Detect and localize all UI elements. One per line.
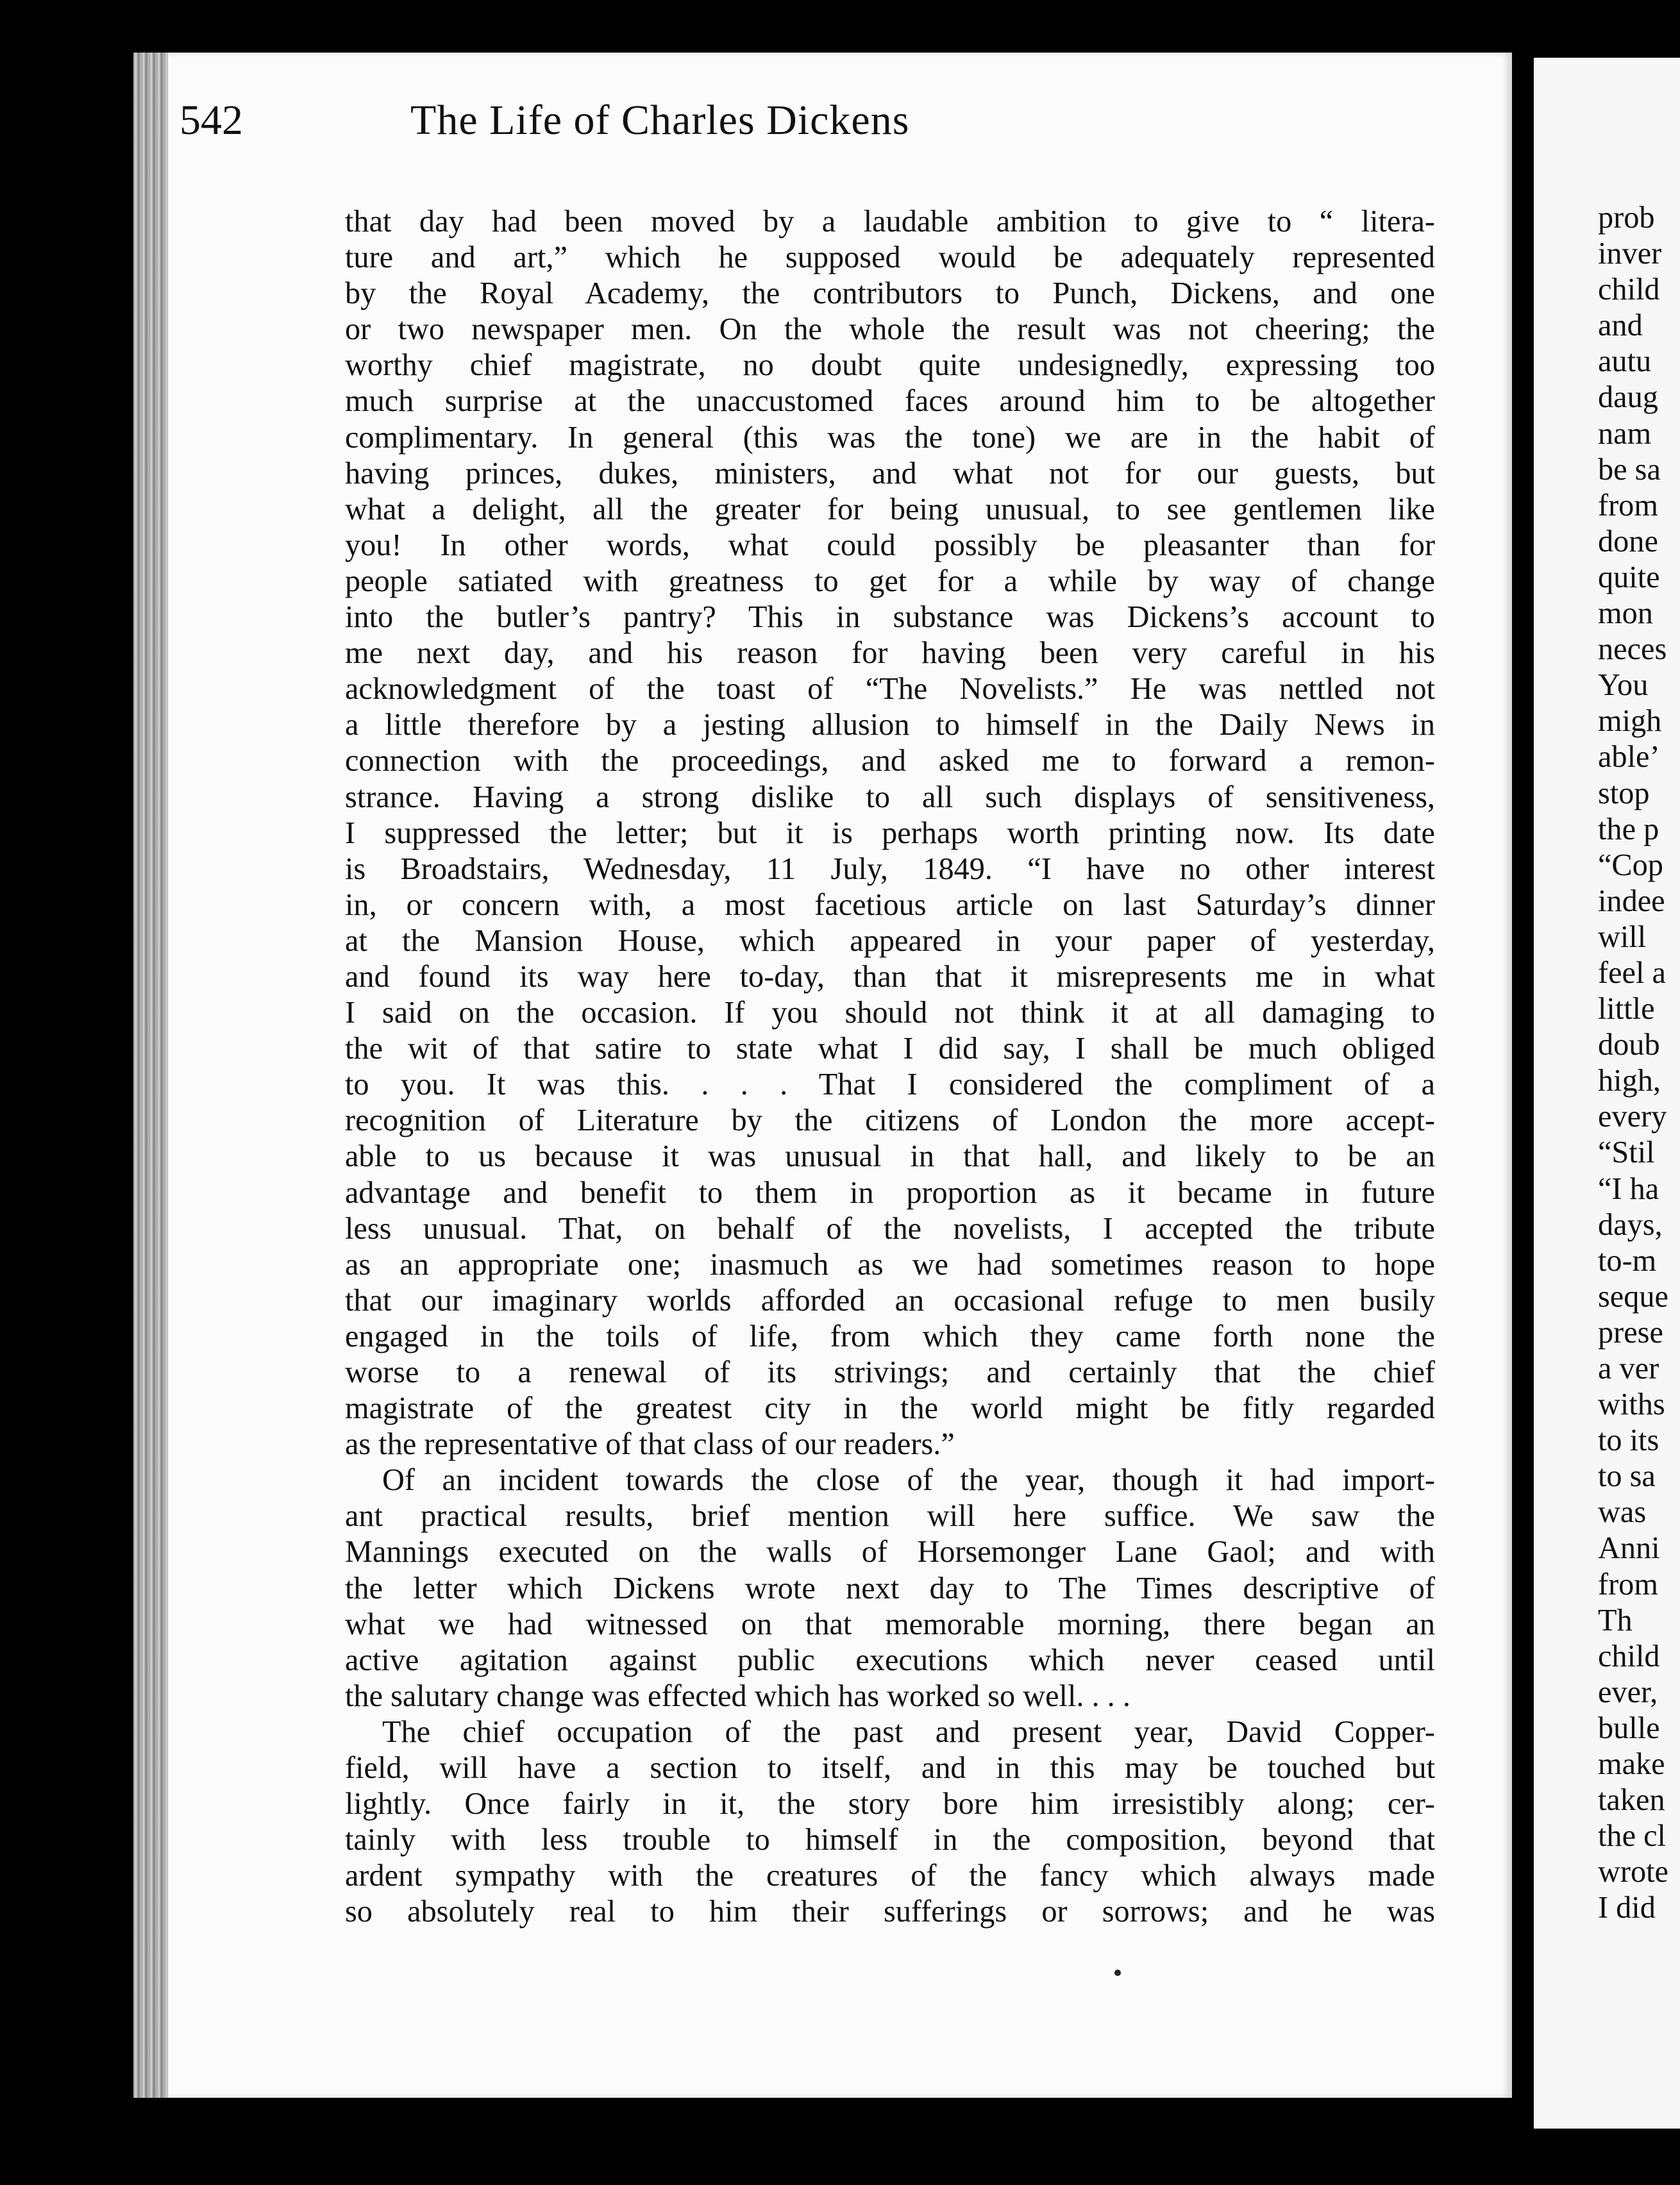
text-line: at the Mansion House, which appeared in your paper of yesterday,	[345, 923, 1435, 958]
text-line: magistrate of the greatest city in the world might be fitly regarded	[345, 1391, 1435, 1426]
text-line: field, will have a section to itself, and in this may be touched but	[345, 1751, 1435, 1786]
facing-text-line: daug	[1598, 380, 1658, 415]
text-line: strance. Having a strong dislike to all such displays of sensitiveness,	[345, 780, 1435, 814]
facing-text-line: bulle	[1598, 1711, 1660, 1745]
text-line: ant practical results, brief mention will here suffice. We saw the	[345, 1499, 1435, 1534]
text-line: worthy chief magistrate, no doubt quite undesignedly, expressing too	[345, 348, 1435, 383]
text-line: by the Royal Academy, the contributors to Punch, Dickens, and one	[345, 276, 1435, 311]
facing-text-line: “I ha	[1598, 1171, 1659, 1206]
facing-text-line: quite	[1598, 560, 1660, 594]
facing-text-line: wrote	[1598, 1855, 1668, 1889]
text-line: having princes, dukes, ministers, and what not for our guests, but	[345, 456, 1435, 490]
text-line: complimentary. In general (this was the tone) we are in the habit of	[345, 420, 1435, 455]
facing-text-line: every	[1598, 1100, 1667, 1134]
facing-text-line: be sa	[1598, 452, 1661, 487]
facing-text-line: migh	[1598, 704, 1662, 739]
facing-text-line: little	[1598, 992, 1655, 1026]
facing-text-line: child	[1598, 272, 1660, 307]
text-line: ardent sympathy with the creatures of the fancy which always made	[345, 1859, 1435, 1893]
facing-text-line: Th	[1598, 1603, 1633, 1637]
text-line: recognition of Literature by the citizens of London the more accept-	[345, 1103, 1435, 1138]
facing-text-line: stop	[1598, 776, 1650, 810]
text-line: as an appropriate one; inasmuch as we had sometimes reason to hope	[345, 1247, 1435, 1282]
text-line: to you. It was this. . . . That I considered the compliment of a	[345, 1067, 1435, 1102]
text-line: that day had been moved by a laudable ambition to give to “ litera-	[345, 205, 1435, 239]
running-head	[180, 96, 1205, 173]
facing-text-line: done	[1598, 524, 1658, 558]
facing-text-line: the cl	[1598, 1819, 1666, 1854]
text-line: so absolutely real to him their sufferings or sorrows; and he was	[345, 1895, 1435, 1929]
text-line: worse to a renewal of its strivings; and certainly that the chief	[345, 1355, 1435, 1389]
text-line: the wit of that satire to state what I did say, I shall be much obliged	[345, 1032, 1435, 1066]
body-text	[345, 204, 1435, 1930]
text-line: advantage and benefit to them in proportion as it became in future	[345, 1175, 1435, 1210]
book-spine-edge	[133, 53, 173, 2098]
text-line: I suppressed the letter; but it is perhaps worth printing now. Its date	[345, 816, 1435, 850]
facing-text-line: autu	[1598, 344, 1652, 379]
facing-text-line: prob	[1598, 201, 1655, 235]
facing-text-line: neces	[1598, 632, 1667, 667]
facing-text-line: “Cop	[1598, 848, 1663, 882]
facing-text-line: will	[1598, 919, 1647, 954]
text-line: lightly. Once fairly in it, the story bore him irresistibly along; cer-	[345, 1787, 1435, 1821]
text-line: active agitation against public executions which never ceased until	[345, 1643, 1435, 1677]
text-line: acknowledgment of the toast of “The Novelists.” He was nettled not	[345, 672, 1435, 707]
text-line: engaged in the toils of life, from which they came forth none the	[345, 1319, 1435, 1353]
facing-text-line: able’	[1598, 740, 1660, 774]
text-line: in, or concern with, a most facetious article on last Saturday’s dinner	[345, 887, 1435, 922]
facing-text-line: seque	[1598, 1279, 1668, 1314]
text-line: tainly with less trouble to himself in the composition, beyond that	[345, 1823, 1435, 1857]
facing-text-line: Anni	[1598, 1531, 1660, 1566]
facing-text-line: the p	[1598, 812, 1659, 846]
facing-text-line: from	[1598, 1567, 1658, 1602]
facing-text-line: to sa	[1598, 1459, 1656, 1494]
facing-text-line: make	[1598, 1747, 1665, 1782]
facing-text-line: withs	[1598, 1387, 1665, 1422]
text-line: into the butler’s pantry? This in substance was Dickens’s account to	[345, 600, 1435, 635]
text-line: I said on the occasion. If you should not think it at all damaging to	[345, 996, 1435, 1030]
text-line: able to us because it was unusual in that hall, and likely to be an	[345, 1139, 1435, 1174]
text-line: Of an incident towards the close of the year, though it had import-	[382, 1463, 1435, 1498]
text-line: is Broadstairs, Wednesday, 11 July, 1849. “I have no other interest	[345, 851, 1435, 886]
facing-text-line: child	[1598, 1639, 1660, 1673]
text-line: Mannings executed on the walls of Horsemonger Lane Gaol; and with	[345, 1535, 1435, 1570]
text-line: connection with the proceedings, and asked me to forward a remon-	[345, 744, 1435, 778]
facing-text-line: and	[1598, 308, 1643, 343]
ink-dot	[1114, 1970, 1121, 1976]
facing-text-line: I did	[1598, 1891, 1656, 1925]
facing-page	[1534, 58, 1680, 2129]
page-number: 542	[180, 97, 243, 144]
text-line: or two newspaper men. On the whole the result was not cheering; the	[345, 312, 1435, 347]
facing-text-line: to-m	[1598, 1243, 1657, 1278]
page-gutter	[1512, 38, 1534, 2141]
facing-text-line: a ver	[1598, 1352, 1659, 1386]
facing-text-line: feel a	[1598, 955, 1666, 990]
text-line: The chief occupation of the past and present year, David Copper-	[382, 1714, 1435, 1749]
text-line: that our imaginary worlds afforded an occasional refuge to men busily	[345, 1283, 1435, 1318]
facing-text-line: from	[1598, 488, 1658, 523]
facing-text-line: doub	[1598, 1028, 1660, 1062]
text-line: less unusual. That, on behalf of the novelists, I accepted the tribute	[345, 1211, 1435, 1246]
facing-text-line: ever,	[1598, 1675, 1658, 1709]
text-line: much surprise at the unaccustomed faces around him to be altogether	[345, 384, 1435, 419]
facing-text-line: prese	[1598, 1315, 1663, 1350]
facing-text-line: taken	[1598, 1783, 1665, 1818]
facing-page-text	[1598, 200, 1680, 1927]
text-line: what we had witnessed on that memorable morning, there began an	[345, 1607, 1435, 1641]
text-line: ture and art,” which he supposed would be adequately represented	[345, 240, 1435, 275]
text-line: me next day, and his reason for having been very careful in his	[345, 636, 1435, 671]
text-line: a little therefore by a jesting allusion to himself in the Daily News in	[345, 708, 1435, 742]
text-line: as the representative of that class of our readers.”	[345, 1427, 955, 1462]
facing-text-line: You	[1598, 668, 1649, 703]
text-line: you! In other words, what could possibly be pleasanter than for	[345, 528, 1435, 562]
text-line: people satiated with greatness to get for a while by way of change	[345, 564, 1435, 598]
facing-text-line: days,	[1598, 1207, 1663, 1242]
text-line: the salutary change was effected which has worked so well. . . .	[345, 1679, 1130, 1713]
facing-text-line: mon	[1598, 596, 1653, 631]
facing-text-line: “Stil	[1598, 1135, 1655, 1170]
facing-text-line: to its	[1598, 1423, 1659, 1458]
facing-text-line: inver	[1598, 237, 1662, 271]
text-line: and found its way here to-day, than that it misrepresents me in what	[345, 959, 1435, 994]
facing-text-line: nam	[1598, 416, 1652, 451]
text-line: the letter which Dickens wrote next day to The Times descriptive of	[345, 1571, 1435, 1605]
facing-text-line: high,	[1598, 1064, 1661, 1098]
facing-text-line: indee	[1598, 883, 1665, 918]
text-line: what a delight, all the greater for being unusual, to see gentlemen like	[345, 492, 1435, 526]
book-title: The Life of Charles Dickens	[410, 97, 910, 144]
facing-text-line: was	[1598, 1495, 1647, 1530]
